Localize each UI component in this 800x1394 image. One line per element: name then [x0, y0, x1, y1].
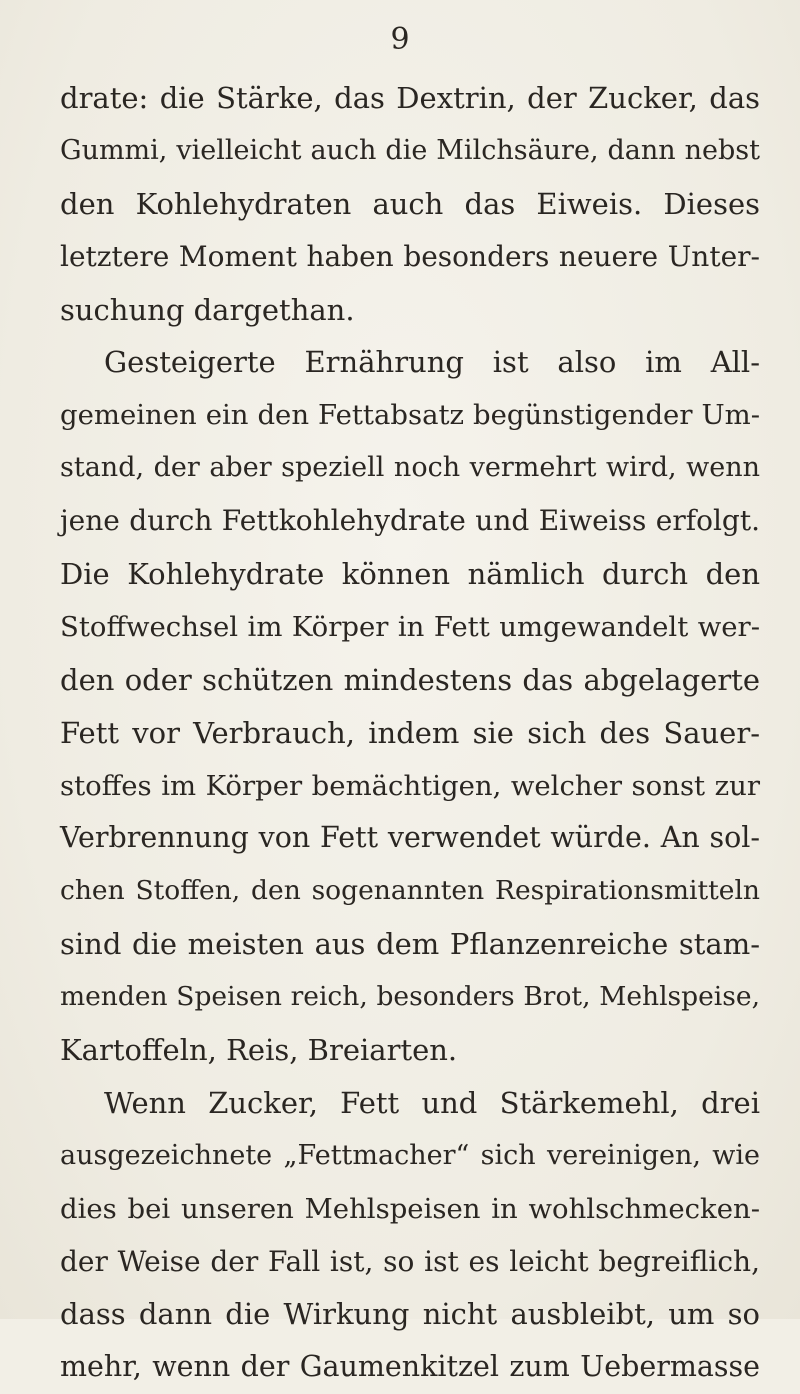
text-line: mehr, wenn der Gaumenkitzel zum Uebermasse: [60, 1350, 760, 1384]
text-line: dass dann die Wirkung nicht ausbleibt, um so: [60, 1297, 760, 1332]
text-line: stand, der aber speziell noch vermehrt wird, wenn: [60, 452, 760, 484]
text-line: Kartoffeln, Reis, Breiarten.: [60, 1033, 458, 1068]
text-line: menden Speisen reich, besonders Brot, Mehlspeise,: [60, 981, 760, 1013]
text-line: suchung dargethan.: [60, 292, 355, 327]
text-line: chen Stoffen, den sogenannten Respirationsmitteln: [60, 875, 760, 907]
text-line: Wenn Zucker, Fett und Stärkemehl, drei: [104, 1085, 760, 1120]
text-line: ausgezeichnete „Fettmacher“ sich vereinigen, wie: [60, 1139, 760, 1171]
text-line: Verbrennung von Fett verwendet würde. An sol-: [60, 821, 760, 855]
text-line: Die Kohlehydrate können nämlich durch den: [60, 557, 760, 592]
text-line: sind die meisten aus dem Pflanzenreiche stam-: [60, 927, 760, 962]
page-number: 9: [390, 22, 410, 57]
text-line: den oder schützen mindestens das abgelagerte: [60, 662, 760, 697]
text-line: der Weise der Fall ist, so ist es leicht begreiflich,: [60, 1244, 760, 1278]
text-line: gemeinen ein den Fettabsatz begünstigender Um-: [60, 399, 760, 432]
text-line: Gesteigerte Ernährung ist also im All-: [104, 345, 760, 380]
text-line: Stoffwechsel im Körper in Fett umgewandelt wer-: [60, 610, 760, 643]
text-line: Gummi, vielleicht auch die Milchsäure, dann nebst: [60, 134, 760, 166]
text-line: dies bei unseren Mehlspeisen in wohlschmecken-: [60, 1192, 760, 1225]
text-line: Fett vor Verbrauch, indem sie sich des Sauer-: [60, 715, 760, 750]
text-line: stoffes im Körper bemächtigen, welcher sonst zur: [60, 769, 760, 802]
text-line: letztere Moment haben besonders neuere Unter-: [60, 239, 760, 273]
text-line: den Kohlehydraten auch das Eiweis. Dieses: [60, 186, 760, 221]
text-line: drate: die Stärke, das Dextrin, der Zucker, das: [60, 81, 760, 115]
text-line: jene durch Fettkohlehydrate und Eiweiss erfolgt.: [60, 504, 760, 538]
body-text: [60, 72, 760, 1394]
